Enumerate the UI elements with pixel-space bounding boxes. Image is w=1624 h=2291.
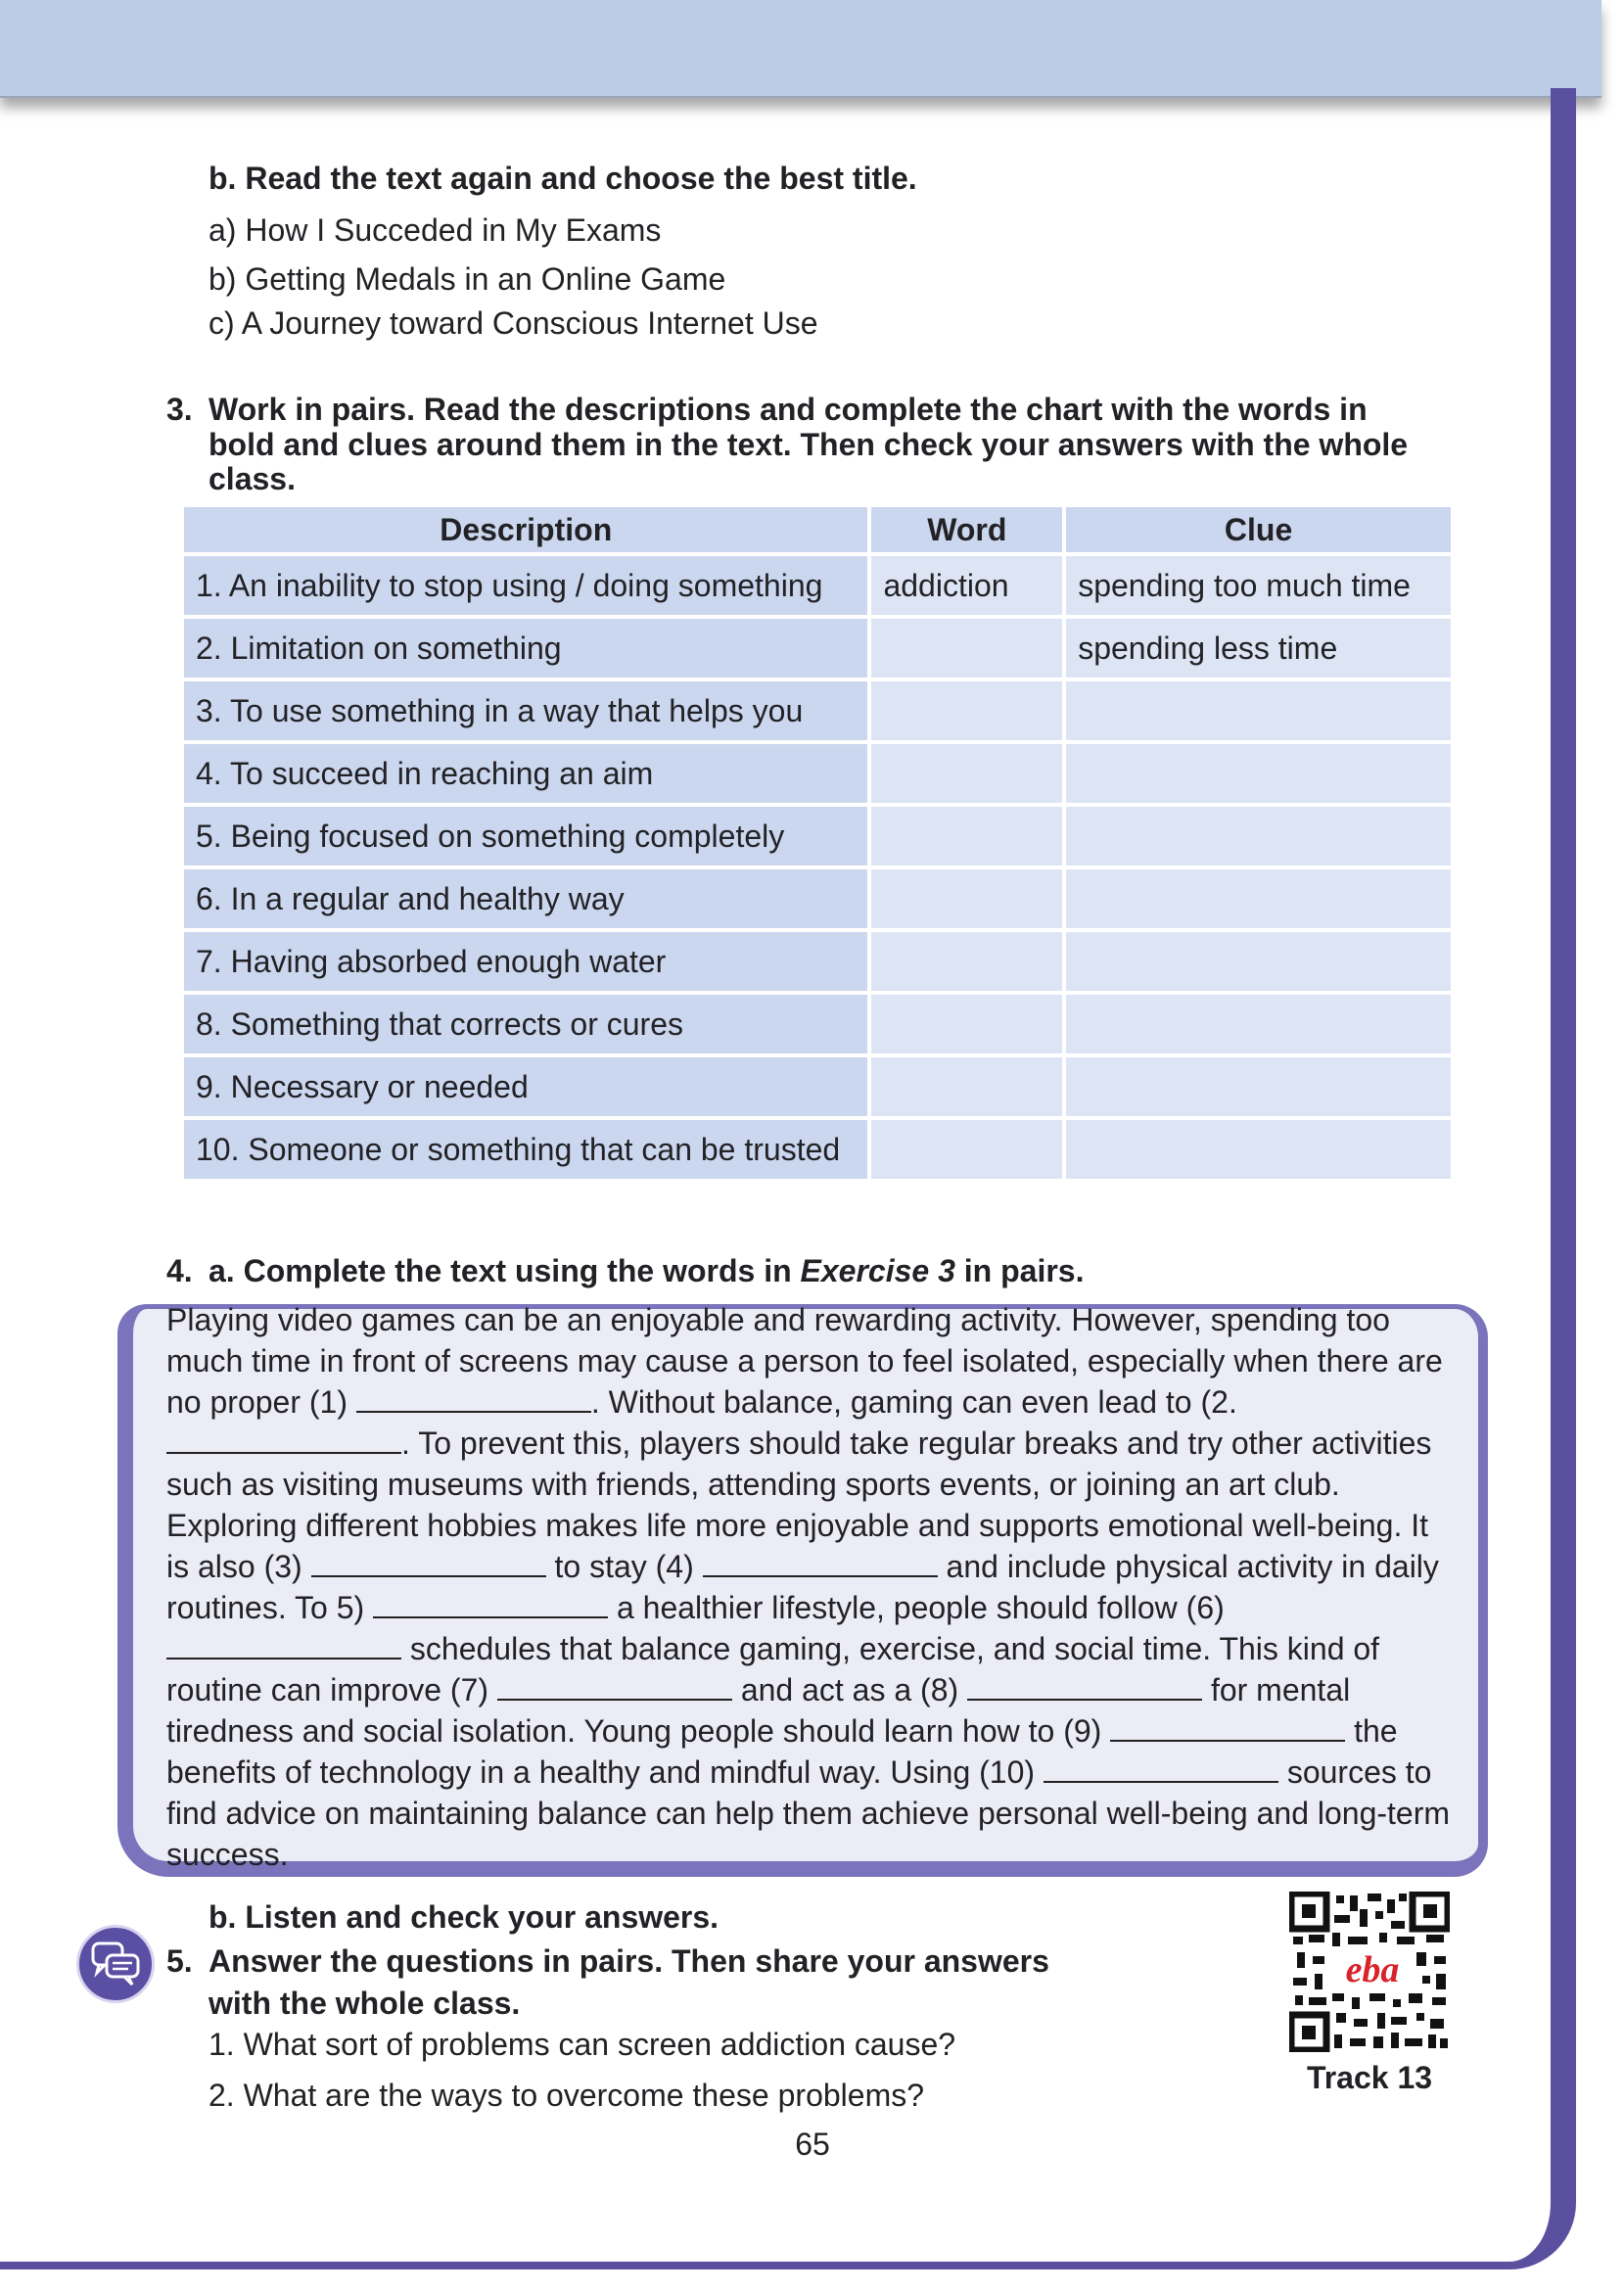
row-word[interactable]: [869, 1055, 1064, 1118]
blank-10[interactable]: [1044, 1755, 1278, 1783]
blank-2[interactable]: [166, 1426, 401, 1454]
row-clue[interactable]: [1064, 1118, 1453, 1181]
row-clue[interactable]: [1064, 805, 1453, 867]
row-word[interactable]: [869, 679, 1064, 742]
table-row: [182, 867, 1453, 930]
option-b: b) Getting Medals in an Online Game: [209, 261, 726, 297]
row-description: 6. In a regular and healthy way: [182, 867, 869, 930]
row-word[interactable]: [869, 993, 1064, 1055]
row-description: 9. Necessary or needed: [182, 1055, 869, 1118]
text-segment: Playing video games can be an enjoyable and rewarding activity. However, spending too much time in front of screens may cause a person to feel isolated, especially when there are no proper (1): [166, 1302, 1443, 1420]
header-word: Word: [869, 505, 1064, 554]
blank-6[interactable]: [166, 1632, 401, 1660]
part-b-heading: b. Read the text again and choose the best title.: [209, 161, 917, 196]
ex3-line-2: bold and clues around them in the text. Then check your answers with the whole: [209, 427, 1409, 462]
option-c: c) A Journey toward Conscious Internet Use: [209, 305, 818, 341]
row-word[interactable]: [869, 1118, 1064, 1181]
blank-8[interactable]: [967, 1673, 1202, 1701]
row-description: 1. An inability to stop using / doing something: [182, 554, 869, 617]
text-segment: . Without balance, gaming can even lead to (2.: [590, 1384, 1237, 1420]
header-clue: Clue: [1064, 505, 1453, 554]
row-clue[interactable]: spending less time: [1064, 617, 1453, 679]
text-segment: . To prevent this, players should take regular breaks and try other activities such as visiting museums with friends, attending sports events, or joining an art club. Exploring different hobbies makes life more enjoyable and supports emotional well-being. It is also (3): [166, 1426, 1432, 1584]
row-description: 8. Something that corrects or cures: [182, 993, 869, 1055]
blank-7[interactable]: [497, 1673, 732, 1701]
ex4-b-heading: b. Listen and check your answers.: [209, 1899, 719, 1935]
ex4-a-heading: [209, 1253, 1084, 1288]
ex4-a-suffix: in pairs.: [954, 1253, 1085, 1288]
chart-header-row: [182, 505, 1453, 554]
table-row: [182, 993, 1453, 1055]
text-segment: the benefits of technology in a healthy and mindful way. Using (10): [166, 1713, 1398, 1790]
ex3-line-3: class.: [209, 461, 296, 496]
question-2: 2. What are the ways to overcome these problems?: [209, 2078, 925, 2113]
text-segment: and act as a (8): [731, 1672, 968, 1707]
row-description: 3. To use something in a way that helps you: [182, 679, 869, 742]
text-segment: schedules that balance gaming, exercise, and social time. This kind of routine can improve (7): [166, 1631, 1380, 1707]
qr-brand: eba: [1345, 1949, 1400, 1990]
qr-code-icon[interactable]: [1289, 1892, 1450, 2052]
row-clue[interactable]: [1064, 867, 1453, 930]
row-word[interactable]: [869, 742, 1064, 805]
row-clue[interactable]: [1064, 993, 1453, 1055]
row-description: 4. To succeed in reaching an aim: [182, 742, 869, 805]
row-description: 7. Having absorbed enough water: [182, 930, 869, 993]
table-row: [182, 1055, 1453, 1118]
ex4-a-prefix: a. Complete the text using the words in: [209, 1253, 801, 1288]
row-description: 10. Someone or something that can be trusted: [182, 1118, 869, 1181]
ex3-number: 3.: [166, 392, 193, 427]
row-word[interactable]: addiction: [869, 554, 1064, 617]
track-label: Track 13: [1306, 2060, 1433, 2095]
ex5-number: 5.: [166, 1943, 193, 1979]
ex3-line-1: Work in pairs. Read the descriptions and complete the chart with the words in: [209, 392, 1368, 427]
text-segment: for mental tiredness and social isolation. Young people should learn how to (9): [166, 1672, 1351, 1749]
header-description: Description: [182, 505, 869, 554]
vocab-chart: [180, 503, 1455, 1183]
table-row: [182, 805, 1453, 867]
ex5-line-1: Answer the questions in pairs. Then share your answers: [209, 1943, 1049, 1979]
row-description: 2. Limitation on something: [182, 617, 869, 679]
text-segment: a healthier lifestyle, people should follow (6): [608, 1590, 1225, 1625]
row-description: 5. Being focused on something completely: [182, 805, 869, 867]
header-band: [0, 0, 1601, 98]
ex4-a-italic: Exercise 3: [800, 1253, 955, 1288]
row-word[interactable]: [869, 617, 1064, 679]
page-number: 65: [795, 2127, 830, 2162]
table-row: [182, 930, 1453, 993]
blank-9[interactable]: [1110, 1714, 1345, 1742]
row-word[interactable]: [869, 930, 1064, 993]
option-a: a) How I Succeded in My Exams: [209, 212, 662, 248]
row-clue[interactable]: [1064, 930, 1453, 993]
ex5-line-2: with the whole class.: [209, 1986, 521, 2021]
row-word[interactable]: [869, 805, 1064, 867]
table-row: [182, 742, 1453, 805]
text-segment: and include physical activity in daily routines. To 5): [166, 1549, 1439, 1625]
row-clue[interactable]: [1064, 679, 1453, 742]
blank-3[interactable]: [311, 1550, 546, 1577]
row-clue[interactable]: spending too much time: [1064, 554, 1453, 617]
blank-4[interactable]: [703, 1550, 938, 1577]
table-row: [182, 617, 1453, 679]
table-row: [182, 1118, 1453, 1181]
gap-fill-text: [166, 1299, 1459, 1875]
blank-1[interactable]: [356, 1385, 591, 1413]
row-word[interactable]: [869, 867, 1064, 930]
blank-5[interactable]: [373, 1591, 608, 1618]
table-row: [182, 679, 1453, 742]
speech-bubbles-icon: [76, 1925, 155, 2003]
row-clue[interactable]: [1064, 1055, 1453, 1118]
table-row: [182, 554, 1453, 617]
row-clue[interactable]: [1064, 742, 1453, 805]
question-1: 1. What sort of problems can screen addiction cause?: [209, 2027, 956, 2062]
ex4-number: 4.: [166, 1253, 193, 1288]
text-segment: sources to find advice on maintaining balance can help them achieve personal well-being and long-term success.: [166, 1754, 1451, 1872]
text-segment: to stay (4): [545, 1549, 703, 1584]
